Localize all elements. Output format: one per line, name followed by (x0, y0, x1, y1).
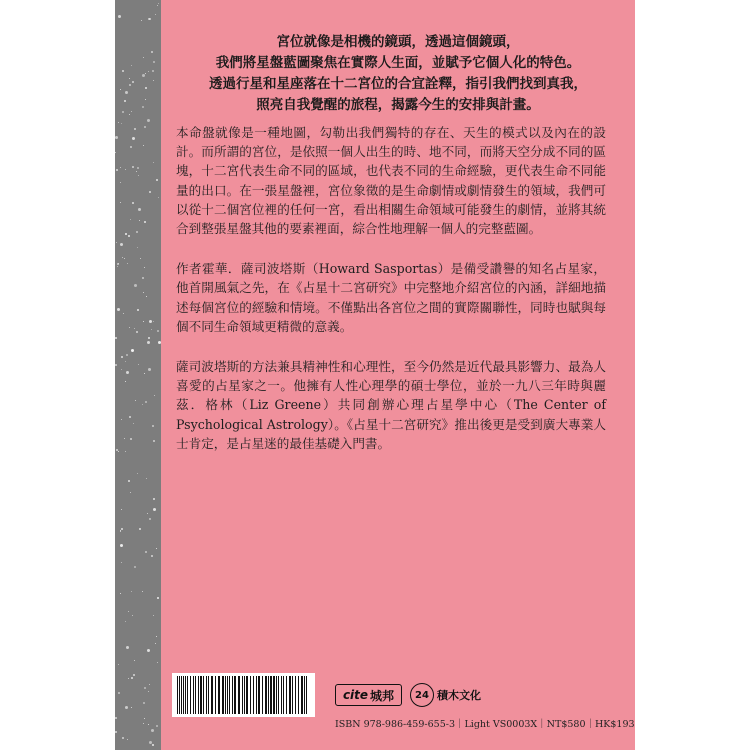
barcode-bar (181, 676, 182, 714)
star-dot (147, 649, 150, 652)
barcode-bar (295, 676, 296, 714)
star-dot (156, 636, 157, 637)
star-dot (157, 597, 159, 599)
star-dot (153, 440, 155, 442)
star-dot (121, 369, 122, 370)
star-dot (137, 309, 139, 311)
star-dot (118, 664, 119, 665)
star-dot (135, 400, 136, 401)
star-dot (144, 373, 145, 374)
star-dot (116, 242, 117, 243)
star-dot (126, 371, 129, 374)
star-dot (134, 660, 135, 661)
star-dot (145, 87, 147, 89)
star-dot (115, 364, 117, 366)
star-dot (125, 361, 126, 362)
star-dot (156, 725, 158, 727)
star-dot (131, 111, 132, 112)
star-dot (147, 119, 150, 122)
star-dot (145, 551, 147, 553)
star-dot (131, 349, 134, 352)
star-dot (153, 321, 154, 322)
star-dot (146, 296, 147, 297)
star-dot (125, 381, 126, 382)
star-dot (118, 122, 119, 123)
star-dot (151, 329, 152, 330)
star-dot (131, 591, 132, 592)
barcode-bar (215, 676, 216, 714)
cite-logo-mark: cite (342, 688, 369, 702)
barcode-bar (187, 676, 188, 714)
intro-blurb (161, 32, 635, 116)
star-dot (132, 81, 134, 83)
star-dot (131, 677, 133, 679)
star-dot (120, 89, 121, 90)
star-dot (148, 724, 149, 725)
star-dot (121, 123, 122, 124)
star-dot (148, 337, 150, 339)
star-dot (129, 416, 131, 418)
barcode-bar (306, 676, 307, 714)
star-dot (138, 175, 139, 176)
barcode-bar (298, 676, 299, 714)
star-dot (156, 548, 157, 549)
star-dot (122, 111, 124, 113)
star-dot (128, 611, 129, 612)
star-dot (130, 219, 131, 220)
star-dot (145, 73, 146, 74)
star-dot (127, 263, 128, 264)
star-dot (126, 354, 128, 356)
jimu-publisher-logo (410, 682, 481, 708)
jimu-logo-mark: 24 (410, 683, 434, 707)
star-dot (136, 171, 137, 172)
star-dot (153, 80, 154, 81)
barcode-bar (195, 676, 196, 714)
star-dot (146, 478, 147, 479)
star-dot (133, 674, 135, 676)
star-dot (116, 169, 118, 171)
intro-line: 透過行星和星座落在十二宮位的合宜詮釋，指引我們找到真我， (209, 76, 587, 92)
barcode-bar (232, 676, 233, 714)
star-dot (158, 341, 161, 344)
barcode-bar (276, 676, 277, 714)
star-dot (145, 401, 147, 403)
star-dot (158, 3, 159, 4)
star-dot (142, 404, 143, 405)
star-dot (143, 723, 144, 724)
barcode-bar (225, 676, 226, 714)
barcode-bar (250, 676, 251, 714)
star-dot (154, 395, 155, 396)
star-dot (123, 313, 124, 314)
star-dot (118, 263, 119, 264)
star-dot (125, 706, 128, 709)
star-dot (147, 513, 148, 514)
star-dot (151, 51, 153, 53)
paragraph: 本命盤就像是一種地圖，勾勒出我們獨特的存在、天生的模式以及內在的設計。而所謂的宮位，是依照一個人出生的時、地不同，而將天空分成不同的區塊，十二宮代表生命不同的區域，也代表不同的生命經驗，更代表生命不同能量的出口。在一張星盤裡，宮位象徵的是生命劇情或劇情發生的領域，我們可以從十二個宮位裡的任何一宮，看出相關生命領域可能發生的劇情，並將其統合到整張星盤其他的要素裡面，綜合性地理解一個人的完整藍圖。 (176, 125, 606, 237)
star-dot (121, 509, 122, 510)
star-dot (121, 562, 122, 563)
star-dot (118, 15, 121, 18)
star-dot (149, 320, 152, 323)
star-dot (144, 718, 145, 719)
paragraph: 作者霍華．薩司波塔斯（Howard Sasportas）是備受讚譽的知名占星家，他首開風氣之先，在《占星十二宮研究》中完整地介紹宮位的內涵，詳細地描述每個宮位的經驗和情境。不僅點出各宮位之間的實際關聯性，同時也賦與每個不同生命領域更精微的意義。 (176, 261, 606, 334)
star-dot (149, 18, 151, 20)
star-dot (152, 744, 154, 746)
barcode-bar (286, 676, 287, 714)
star-dot (130, 146, 132, 148)
star-dot (138, 364, 139, 365)
star-dot (134, 566, 136, 568)
star-dot (129, 84, 131, 86)
star-dot (143, 57, 144, 58)
barcode-bar (198, 676, 199, 714)
star-dot (125, 233, 127, 235)
star-dot (125, 91, 128, 94)
star-dot (129, 327, 130, 328)
star-dot (153, 508, 156, 511)
star-dot (157, 5, 158, 6)
barcode-bar (183, 676, 184, 714)
star-dot (129, 78, 130, 79)
star-dot (115, 731, 117, 733)
star-dot (120, 243, 123, 246)
star-field-strip (115, 0, 161, 750)
star-dot (118, 451, 119, 452)
star-dot (148, 71, 149, 72)
barcode-bar (211, 676, 213, 714)
star-dot (142, 591, 143, 592)
barcode-bar (227, 676, 228, 714)
star-dot (139, 528, 141, 530)
barcode-bar (268, 676, 269, 714)
star-dot (145, 99, 146, 100)
barcode-bar (289, 676, 291, 714)
star-dot (149, 518, 151, 520)
star-dot (141, 20, 142, 21)
intro-line: 我們將星盤藍圖聚焦在實際人生面，並賦予它個人化的特色。 (215, 55, 581, 71)
paragraph: 薩司波塔斯的方法兼具精神性和心理性，至今仍然是近代最具影響力、最為人喜愛的占星家之一。他擁有人性心理學的碩士學位，並於一九八三年時與麗茲．格林（Liz Greene）共同創辦心理占星學中心（The Center of Psychological Astrology）。《占星十二宮研究》推出後更是受到廣大專業人士肯定，是占星迷的最佳基礎入門書。 (176, 359, 606, 451)
isbn-barcode (172, 673, 315, 717)
star-dot (127, 739, 128, 740)
star-dot (115, 136, 118, 139)
intro-line: 宮位就像是相機的鏡頭，透過這個鏡頭， (276, 34, 520, 50)
star-dot (125, 451, 126, 452)
star-dot (128, 235, 130, 237)
star-dot (152, 70, 154, 72)
star-dot (122, 257, 123, 258)
star-dot (151, 729, 154, 732)
barcode-bar (177, 676, 178, 714)
star-dot (134, 284, 137, 287)
barcode-bar (244, 676, 245, 714)
barcode-bar (253, 676, 254, 714)
star-dot (122, 737, 124, 739)
star-dot (125, 621, 126, 622)
barcode-bar (256, 676, 257, 714)
star-dot (157, 330, 159, 332)
jimu-logo-text: 積木文化 (437, 689, 481, 702)
star-dot (115, 337, 117, 339)
star-dot (149, 191, 151, 193)
star-dot (137, 247, 138, 248)
star-dot (144, 687, 146, 689)
book-back-cover (115, 0, 635, 750)
star-dot (124, 100, 126, 102)
star-dot (153, 615, 154, 616)
star-dot (138, 208, 141, 211)
description-body (176, 123, 606, 474)
star-dot (153, 498, 155, 500)
star-dot (115, 152, 116, 153)
star-dot (125, 169, 126, 170)
star-dot (120, 167, 121, 168)
star-dot (132, 137, 135, 140)
barcode-bar (283, 676, 284, 714)
star-dot (128, 480, 130, 482)
barcode-bar (262, 676, 263, 714)
star-dot (134, 328, 135, 329)
isbn-price-line: ISBN 978-986-459-655-3｜Light VS0003X｜NT$580｜HK$193 (335, 719, 635, 730)
star-dot (130, 492, 131, 493)
star-dot (137, 473, 138, 474)
star-dot (149, 684, 150, 685)
star-dot (132, 202, 134, 204)
cite-logo-text: 城邦 (370, 688, 395, 703)
star-dot (120, 202, 121, 203)
star-dot (144, 126, 146, 128)
star-dot (143, 292, 144, 293)
star-dot (131, 65, 132, 66)
barcode-bar (200, 676, 202, 714)
barcode-bar (218, 676, 220, 714)
barcode-bar (193, 676, 194, 714)
star-dot (156, 179, 158, 181)
star-dot (121, 356, 123, 358)
star-dot (142, 277, 144, 279)
barcode-bar (301, 676, 303, 714)
barcode-bar (258, 676, 260, 714)
star-dot (131, 707, 132, 708)
star-dot (155, 643, 156, 644)
barcode-bar (246, 676, 248, 714)
star-dot (158, 197, 159, 198)
star-dot (142, 106, 144, 108)
star-dot (153, 162, 154, 163)
star-dot (130, 438, 132, 440)
star-dot (132, 166, 134, 168)
barcode-bar (185, 676, 186, 714)
star-dot (133, 423, 134, 424)
intro-line: 照亮自我覺醒的旅程，揭露今生的安排與計畫。 (256, 97, 540, 113)
star-dot (143, 145, 144, 146)
star-dot (137, 167, 139, 169)
barcode-bar (179, 676, 180, 714)
barcode-bar (238, 676, 240, 714)
barcode-graphic (175, 676, 312, 714)
star-dot (120, 544, 123, 547)
star-dot (144, 267, 145, 268)
star-dot (120, 182, 121, 183)
star-dot (136, 231, 138, 233)
barcode-bar (203, 676, 204, 714)
star-dot (118, 692, 120, 694)
barcode-bar (190, 676, 191, 714)
star-dot (124, 438, 125, 439)
barcode-bar (270, 676, 272, 714)
barcode-bar (234, 676, 236, 714)
star-dot (120, 593, 121, 594)
barcode-bar (242, 676, 243, 714)
star-dot (117, 308, 120, 311)
star-dot (149, 741, 152, 744)
star-dot (120, 531, 121, 532)
cite-publisher-logo (335, 684, 402, 706)
barcode-bar (278, 676, 279, 714)
star-dot (121, 528, 123, 530)
star-dot (148, 368, 151, 371)
star-dot (126, 646, 129, 649)
star-dot (140, 258, 141, 259)
barcode-bar (265, 676, 267, 714)
star-dot (143, 321, 144, 322)
barcode-bar (222, 676, 224, 714)
star-dot (136, 331, 138, 333)
star-dot (139, 220, 140, 221)
star-dot (117, 266, 118, 267)
barcode-bar (304, 676, 305, 714)
star-dot (134, 128, 136, 130)
star-dot (132, 615, 133, 616)
star-dot (121, 419, 122, 420)
star-dot (155, 14, 156, 15)
star-dot (124, 258, 125, 259)
star-dot (142, 74, 145, 77)
barcode-bar (229, 676, 230, 714)
star-dot (115, 717, 117, 719)
star-dot (128, 678, 129, 679)
star-dot (122, 70, 124, 72)
barcode-bar (292, 676, 293, 714)
star-dot (152, 425, 154, 427)
barcode-bar (206, 676, 207, 714)
star-dot (148, 691, 149, 692)
barcode-bar (273, 676, 275, 714)
star-dot (143, 702, 145, 704)
barcode-bar (208, 676, 209, 714)
star-dot (153, 61, 155, 63)
barcode-bar (281, 676, 282, 714)
star-dot (157, 662, 158, 663)
star-dot (147, 341, 150, 344)
star-dot (144, 221, 146, 223)
star-dot (129, 114, 130, 115)
star-dot (151, 555, 153, 557)
